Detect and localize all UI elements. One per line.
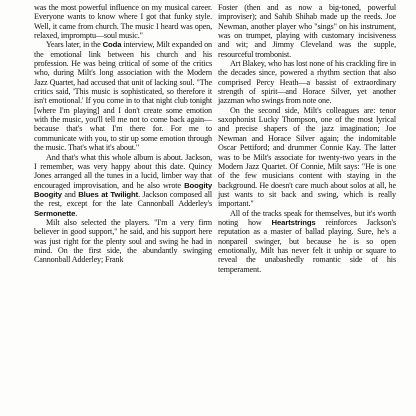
- song-title-boogity-boogity: Boogity Boogity: [34, 180, 212, 199]
- text-run: interview, Milt expanded on the emotional link between his church and his profession. He was being critical of some of the critics who, during Milt's long association with the Modern Jazz Quartet, had accused that unit of lacking soul. "The critics said, 'This music is sophisticated, so therefore it isn't emotional.' If you come in to that night club tonight [where I'm playing] and I don't create some emotion with the music, you'll tell me not to come back again—because that's what I'm there for. For me to communicate with you, to stir up some emotion through the music. That's what it's about.": [34, 40, 212, 153]
- text-run: .: [75, 208, 78, 218]
- text-run: Years later, in the: [46, 40, 103, 50]
- text-run: All of the tracks speak for themselves, but it's worth noting how: [218, 208, 396, 227]
- paragraph-album-about: [34, 153, 212, 218]
- song-title-blues-at-twilight: Blues at Twilight: [78, 189, 139, 199]
- paragraph-rhythm-section: Art Blakey, who has lost none of his crackling fire in the decades since, powered a rhythm section that also comprised Percy Heath—a bassist of extraordinary strength of spirit—and Horace Silver, yet another jazzman who swings from note one.: [218, 59, 396, 106]
- text-run: reinforces Jackson's reputation as a master of ballad playing. Sure, he's a nonpareil swinger, but because he is so open emotionally, Milt has never felt it unhip or square to reveal the unabashedly romantic side of his temperament.: [218, 217, 396, 274]
- text-run: And that's what this whole album is about. Jackson, I remember, was very happy about this date. Quincy Jones arranged all the tunes in a lucid, limber way that encouraged improvisation, and he also wrote: [34, 152, 212, 190]
- magazine-title-coda: Coda: [102, 40, 122, 50]
- paragraph-church-influence: was the most powerful influence on my musical career. Everyone wants to know where I got that funky style. Well, it came from church. The music I heard was open, relaxed, impromptu—soul music.": [34, 3, 212, 41]
- left-text-column: [34, 3, 212, 265]
- song-title-sermonette: Sermonette: [34, 208, 76, 218]
- paragraph-coda-interview: [34, 40, 212, 152]
- paragraph-heartstrings: [218, 209, 396, 274]
- song-title-heartstrings: Heartstrings: [271, 217, 316, 227]
- text-run: and: [61, 189, 79, 199]
- text-run: . Jackson composed all the rest, except for the late Cannonball Adderley's: [34, 189, 212, 209]
- right-text-column: [218, 3, 396, 274]
- paragraph-players: Milt also selected the players. "I'm a very firm believer in good support," he said, and his support here was just right for the plenty soul and swing he had in mind. On the first side, the abundantly swinging Cannonball Adderley; Frank: [34, 217, 212, 265]
- paragraph-reeds: Foster (then and as now a big-toned, powerful improviser); and Sahib Shihab made up the reeds. Joe Newman, another player who "sings" on his instrument, was on trumpet, playing with customary incisiveness and wit; and Jimmy Cleveland was the supple, resourceful trombonist.: [218, 3, 396, 59]
- paragraph-second-side: On the second side, Milt's colleagues are: tenor saxophonist Lucky Thompson, one of the most lyrical and precise shapers of the jazz imagination; Joe Newman and Horace Silver again; the indomitable Oscar Pettiford; and drummer Connie Kay. The latter was to be Milt's associate for twenty-two years in the Modern Jazz Quartet. Of Connie, Milt says: "He is one of the few musicians content with staying in the background. He doesn't care much about solos at all, he just wants to sit back and swing, which is really important.": [218, 105, 396, 209]
